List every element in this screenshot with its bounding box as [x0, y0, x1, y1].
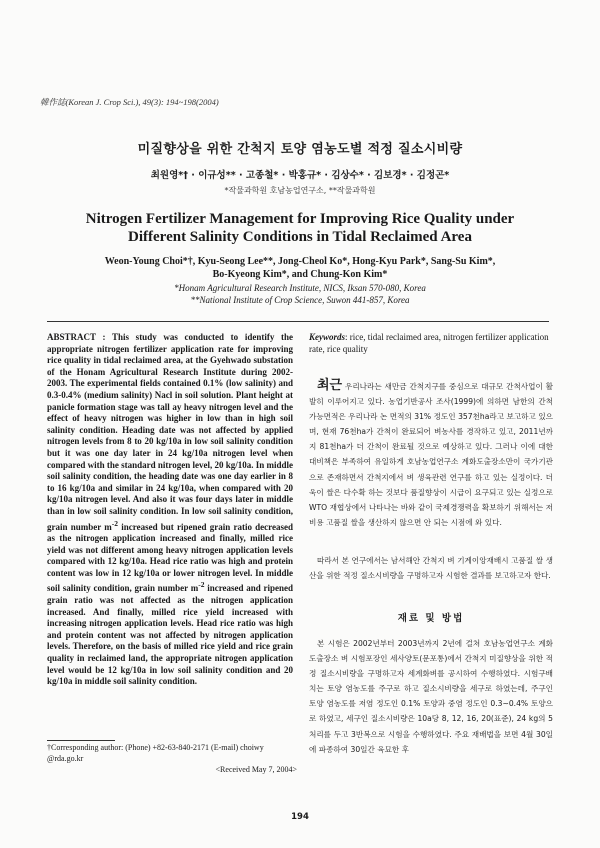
- english-authors: [60, 255, 540, 281]
- page-number: 194: [291, 812, 309, 822]
- keywords-text: : rice, tidal reclaimed area, nitrogen fertilizer application rate, rice quality: [309, 332, 549, 354]
- korean-affiliation: *작물과학원 호남농업연구소, **작물과학원: [224, 186, 376, 195]
- korean-title: 미질향상을 위한 간척지 토양 염농도별 적정 질소시비량: [137, 142, 463, 157]
- affiliation-2: **National Institute of Crop Science, Suwon 441-857, Korea: [190, 295, 410, 305]
- abstract: [47, 332, 293, 688]
- abstract-text-1: This study was conducted to identify the appropriate nitrogen fertilizer application rate for improving rice quality in tidal reclaimed area, at the Gyehwado substation of the Honam Agricultural Research Institute during 2002-2003. The experimental fields contained 0.1% (low salinity) and 0.3-0.4% (medium salinity) Nacl in soil solution. Plant height at panicle formation stage was tall ay heavy nitrogen level and the effect of heavy nitrogen was higher in low than in high soil salinity condition. Heading date was not affected by applied nitrogen levels from 8 to 20 kg/10a in low soil salinity condition but it was one day later in 24 kg/10a nitrogen level when compared with the standard nitrogen level, 20 kg/10a. In middle soil salinity condition, the heading date was one day earlier in 8 to 16 kg/10a and similar in 24 kg/10a, when compared with 20 kg/10a nitrogen level. And also it was four days later in middle than in low soil salinity condition. In low soil salinity condition, grain number m: [47, 332, 293, 532]
- keywords-label: Keywords: [309, 332, 345, 342]
- abstract-label: ABSTRACT :: [47, 332, 113, 342]
- english-title-line-1: Nitrogen Fertilizer Management for Improving Rice Quality under: [85, 211, 515, 227]
- abstract-text-2: increased but ripened grain ratio decreased as the nitrogen application increased and finally, milled rice yield was not different among heavy nitrogen application levels compared with 12 kg/10a. Head rice ratio was high and protein content was low in 12 kg/10a or lower nitrogen level. In middle soil salinity condition, grain number m: [47, 521, 293, 594]
- intro-text-1: 우리나라는 새만금 간척지구를 중심으로 대규모 간척사업이 활발히 이루어지고 있다. 농업기반공사 조사(1999)에 의하면 남한의 간척 가능면적은 우리나라 논 면적의 31% 정도인 357천ha라고 보고하고 있으며, 현재 76천ha가 간척이 완료되어 벼농사를 경작하고 있고, 2011년까지 81천ha가 더 간척이 완료될 것으로 예상하고 있다. 그러나 이에 대한 대비책은 부족하여 유일하게 호남농업연구소 계화도출장소만이 국가기관으로 존재하면서 간척지에서 벼 생육관련 연구를 하고 있는 실정이다. 더욱이 쌀은 다수확 하는 것보다 품질향상이 시급이 요구되고 있는 실정으로 WTO 재협상에서 나타나는 바와 같이 국제경쟁력을 확보하기 위해서는 저비용 고품질 쌀을 생산하지 않으면 안 되는 시점에 와 있다.: [309, 382, 553, 527]
- introduction-paragraph-2: 따라서 본 연구에서는 남서해안 간척지 벼 기계이앙재배시 고품질 쌀 생산을 위한 적정 질소시비량을 구명하고자 시험한 결과를 보고하고자 한다.: [309, 556, 553, 581]
- english-authors-line-1: Weon-Young Choi*†, Kyu-Seong Lee**, Jong-Cheol Ko*, Hong-Kyu Park*, Sang-Su Kim*,: [104, 256, 496, 267]
- footnote-line-2: @rda.go.kr: [47, 754, 84, 763]
- section-heading-materials-methods: 재료 및 방법: [397, 613, 465, 624]
- abstract-superscript-2: -2: [198, 580, 205, 590]
- introduction-paragraph-1: [309, 378, 553, 530]
- english-title: [60, 210, 540, 246]
- header-rule: [47, 321, 549, 322]
- methods-paragraph: 본 시험은 2002년부터 2003년까지 2년에 걸쳐 호남농업연구소 계화도출장소 벼 시험포장인 세사양토(문포통)에서 간척지 미질향상을 위한 적정 질소시비량을 구명하고자 세계화벼를 공시하여 수행하였다. 시험구배치는 토양 염농도를 주구로 하고 질소시비량을 세구로 하였는데, 주구인 토양 염농도를 저염 정도인 0.1% 토양과 중염 정도인 0.3~0.4% 토양으로 하였고, 세구인 질소시비량은 10a당 8, 12, 16, 20(표준), 24 kg의 5처리를 두고 3반복으로 시험을 수행하였다. 주요 재배법을 보면 4월 30일에 파종하여 30일간 육묘한 후: [309, 639, 553, 754]
- journal-citation: 韓作誌(Korean J. Crop Sci.), 49(3): 194~198(2004): [40, 97, 219, 107]
- korean-authors: 최원영*† · 이규성** · 고종철* · 박홍규* · 김상수* · 김보경* · 김정곤*: [150, 170, 450, 181]
- abstract-text-3: increased and ripened grain ratio was not affected as the nitrogen application increased. And finally, milled rice yield increased with increasing nitrogen application levels. Head rice ratio was high and protein content was not affected by nitrogen application levels. Therefore, on the basis of milled rice yield and rice grain quality in reclaimed land, the appropriate nitrogen application level would be 12 kg/10a in low soil salinity condition and 20 kg/10a in middle soil salinity condition.: [47, 583, 293, 687]
- received-date: <Received May 7, 2004>: [215, 765, 297, 774]
- intro-lead-word: 최근: [317, 378, 343, 393]
- keywords: [309, 332, 553, 355]
- footnote: [47, 742, 297, 775]
- affiliation-1: *Honam Agricultural Research Institute, NICS, Iksan 570-080, Korea: [174, 283, 426, 293]
- english-title-line-2: Different Salinity Conditions in Tidal Reclaimed Area: [128, 229, 472, 245]
- english-affiliations: [40, 282, 560, 306]
- abstract-superscript-1: -2: [111, 518, 119, 528]
- footnote-line-1: †Corresponding author: (Phone) +82-63-840-2171 (E-mail) choiwy: [47, 743, 264, 752]
- english-authors-line-2: Bo-Kyeong Kim*, and Chung-Kon Kim*: [212, 269, 388, 280]
- footnote-rule: [47, 740, 115, 741]
